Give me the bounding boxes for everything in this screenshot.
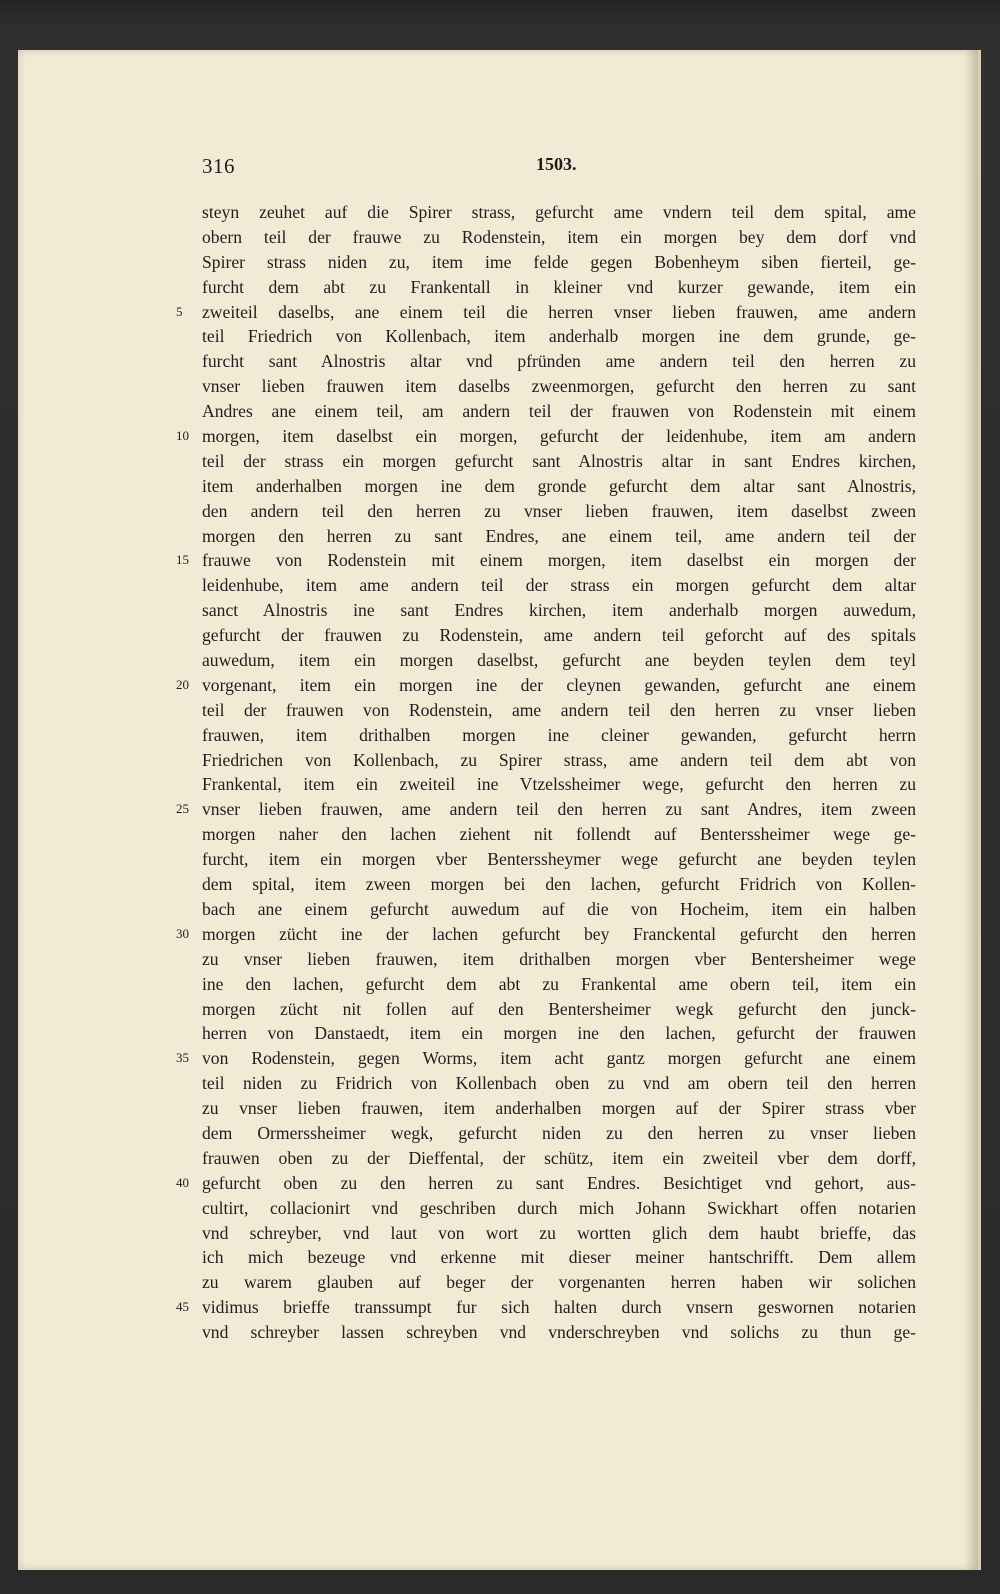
- text-line: [164, 748, 916, 773]
- text-line: [164, 997, 916, 1022]
- text-line: [164, 1270, 916, 1295]
- text-line: [164, 922, 916, 947]
- body-text-block: [164, 200, 916, 1345]
- line-text: furcht sant Alnostris altar vnd pfründen ame andern teil den herren zu: [202, 351, 916, 372]
- line-number: 5: [176, 303, 183, 319]
- text-line: [164, 623, 916, 648]
- text-line: [164, 1146, 916, 1171]
- text-line: [164, 598, 916, 623]
- text-line: [164, 449, 916, 474]
- line-text: teil niden zu Fridrich von Kollenbach oben zu vnd am obern teil den herren: [202, 1073, 916, 1094]
- line-text: vorgenant, item ein morgen ine der cleynen gewanden, gefurcht ane einem: [202, 674, 916, 695]
- line-text: morgen den herren zu sant Endres, ane einem teil, ame andern teil der: [202, 525, 916, 546]
- running-head-year: 1503.: [536, 154, 577, 174]
- line-text: gefurcht der frauwen zu Rodenstein, ame andern teil geforcht auf des spitals: [202, 625, 916, 646]
- line-text: teil der frauwen von Rodenstein, ame andern teil den herren zu vnser lieben: [202, 699, 916, 720]
- text-line: [164, 1121, 916, 1146]
- line-text: morgen zücht nit follen auf den Bentersheimer wegk gefurcht den junck-: [202, 998, 916, 1019]
- text-line: [164, 673, 916, 698]
- text-line: [164, 822, 916, 847]
- text-line: [164, 374, 916, 399]
- page-number: 316: [202, 154, 235, 178]
- text-line: [164, 1245, 916, 1270]
- text-line: [164, 1071, 916, 1096]
- text-line: [164, 548, 916, 573]
- line-text: obern teil der frauwe zu Rodenstein, item ein morgen bey dem dorf vnd: [202, 226, 916, 247]
- line-text: zweiteil daselbs, ane einem teil die herren vnser lieben frauwen, ame andern: [202, 301, 916, 322]
- line-text: leidenhube, item ame andern teil der strass ein morgen gefurcht dem altar: [202, 575, 916, 596]
- text-line: [164, 200, 916, 225]
- text-line: [164, 1046, 916, 1071]
- text-line: [164, 1196, 916, 1221]
- line-text: frauwen, item drithalben morgen ine cleiner gewanden, gefurcht herrn: [202, 724, 916, 745]
- line-text: vnd schreyber, vnd laut von wort zu wortten glich dem haubt brieffe, das: [202, 1222, 916, 1243]
- line-text: gefurcht oben zu den herren zu sant Endres. Besichtiget vnd gehort, aus-: [202, 1172, 916, 1193]
- line-number: 35: [176, 1050, 189, 1066]
- text-line: [164, 349, 916, 374]
- line-text: teil Friedrich von Kollenbach, item anderhalb morgen ine dem grunde, ge-: [202, 326, 916, 347]
- text-line: [164, 947, 916, 972]
- line-number: 30: [176, 925, 189, 941]
- line-text: Friedrichen von Kollenbach, zu Spirer strass, ame andern teil dem abt von: [202, 749, 916, 770]
- line-text: auwedum, item ein morgen daselbst, gefurcht ane beyden teylen dem teyl: [202, 650, 916, 671]
- line-text: vnser lieben frauwen, ame andern teil den herren zu sant Andres, item zween: [202, 799, 916, 820]
- text-line: [164, 275, 916, 300]
- line-text: Andres ane einem teil, am andern teil der frauwen von Rodenstein mit einem: [202, 401, 916, 422]
- text-line: [164, 474, 916, 499]
- text-line: [164, 499, 916, 524]
- text-line: [164, 847, 916, 872]
- line-text: dem Ormerssheimer wegk, gefurcht niden zu den herren zu vnser lieben: [202, 1122, 916, 1143]
- text-line: [164, 573, 916, 598]
- text-line: [164, 648, 916, 673]
- line-text: sanct Alnostris ine sant Endres kirchen, item anderhalb morgen auwedum,: [202, 600, 916, 621]
- line-number: 40: [176, 1174, 189, 1190]
- text-line: [164, 797, 916, 822]
- text-line: [164, 250, 916, 275]
- line-text: vnd schreyber lassen schreyben vnd vnderschreyben vnd solichs zu thun ge-: [202, 1322, 916, 1343]
- line-text: zu vnser lieben frauwen, item drithalben morgen vber Bentersheimer wege: [202, 948, 916, 969]
- line-text: morgen zücht ine der lachen gefurcht bey Franckental gefurcht den herren: [202, 923, 916, 944]
- text-line: [164, 1096, 916, 1121]
- line-text: dem spital, item zween morgen bei den lachen, gefurcht Fridrich von Kollen-: [202, 874, 916, 895]
- line-text: morgen, item daselbst ein morgen, gefurcht der leidenhube, item am andern: [202, 426, 916, 447]
- line-text: frauwen oben zu der Dieffental, der schütz, item ein zweiteil vber dem dorff,: [202, 1147, 916, 1168]
- line-text: vidimus brieffe transsumpt fur sich halten durch vnsern geswornen notarien: [202, 1297, 916, 1318]
- text-line: [164, 424, 916, 449]
- line-text: Spirer strass niden zu, item ime felde gegen Bobenheym siben fierteil, ge-: [202, 251, 916, 272]
- text-line: [164, 872, 916, 897]
- text-line: [164, 1021, 916, 1046]
- line-text: ich mich bezeuge vnd erkenne mit dieser meiner hantschrifft. Dem allem: [202, 1247, 916, 1268]
- text-line: [164, 300, 916, 325]
- text-line: [164, 1221, 916, 1246]
- line-text: herren von Danstaedt, item ein morgen ine den lachen, gefurcht der frauwen: [202, 1023, 916, 1044]
- line-text: teil der strass ein morgen gefurcht sant Alnostris altar in sant Endres kirchen,: [202, 450, 916, 471]
- line-text: bach ane einem gefurcht auwedum auf die von Hocheim, item ein halben: [202, 898, 916, 919]
- text-line: [164, 698, 916, 723]
- page-edge-shadow: [964, 50, 978, 1570]
- line-text: zu warem glauben auf beger der vorgenanten herren haben wir solichen: [202, 1272, 916, 1293]
- line-text: zu vnser lieben frauwen, item anderhalben morgen auf der Spirer strass vber: [202, 1098, 916, 1119]
- text-line: [164, 723, 916, 748]
- book-page: [18, 50, 981, 1570]
- line-text: furcht dem abt zu Frankentall in kleiner vnd kurzer gewande, item ein: [202, 276, 916, 297]
- text-line: [164, 524, 916, 549]
- text-line: [164, 772, 916, 797]
- text-line: [164, 897, 916, 922]
- text-line: [164, 1295, 916, 1320]
- line-text: morgen naher den lachen ziehent nit follendt auf Benterssheimer wege ge-: [202, 824, 916, 845]
- line-number: 25: [176, 801, 189, 817]
- line-text: Frankental, item ein zweiteil ine Vtzelssheimer wege, gefurcht den herren zu: [202, 774, 916, 795]
- line-text: cultirt, collacionirt vnd geschriben durch mich Johann Swickhart offen notarien: [202, 1197, 916, 1218]
- text-line: [164, 1320, 916, 1345]
- line-text: steyn zeuhet auf die Spirer strass, gefurcht ame vndern teil dem spital, ame: [202, 202, 916, 222]
- line-text: den andern teil den herren zu vnser lieben frauwen, item daselbst zween: [202, 500, 916, 521]
- text-line: [164, 972, 916, 997]
- line-text: frauwe von Rodenstein mit einem morgen, item daselbst ein morgen der: [202, 550, 916, 571]
- line-number: 45: [176, 1299, 189, 1315]
- text-line: [164, 399, 916, 424]
- line-text: furcht, item ein morgen vber Benterssheymer wege gefurcht ane beyden teylen: [202, 849, 916, 870]
- line-text: vnser lieben frauwen item daselbs zweenmorgen, gefurcht den herren zu sant: [202, 376, 916, 397]
- line-text: ine den lachen, gefurcht dem abt zu Frankental ame obern teil, item ein: [202, 973, 916, 994]
- text-line: [164, 324, 916, 349]
- text-line: [164, 225, 916, 250]
- line-number: 20: [176, 676, 189, 692]
- line-text: item anderhalben morgen ine dem gronde gefurcht dem altar sant Alnostris,: [202, 475, 916, 496]
- line-number: 10: [176, 428, 189, 444]
- text-line: [164, 1171, 916, 1196]
- line-text: von Rodenstein, gegen Worms, item acht gantz morgen gefurcht ane einem: [202, 1048, 916, 1069]
- line-number: 15: [176, 552, 189, 568]
